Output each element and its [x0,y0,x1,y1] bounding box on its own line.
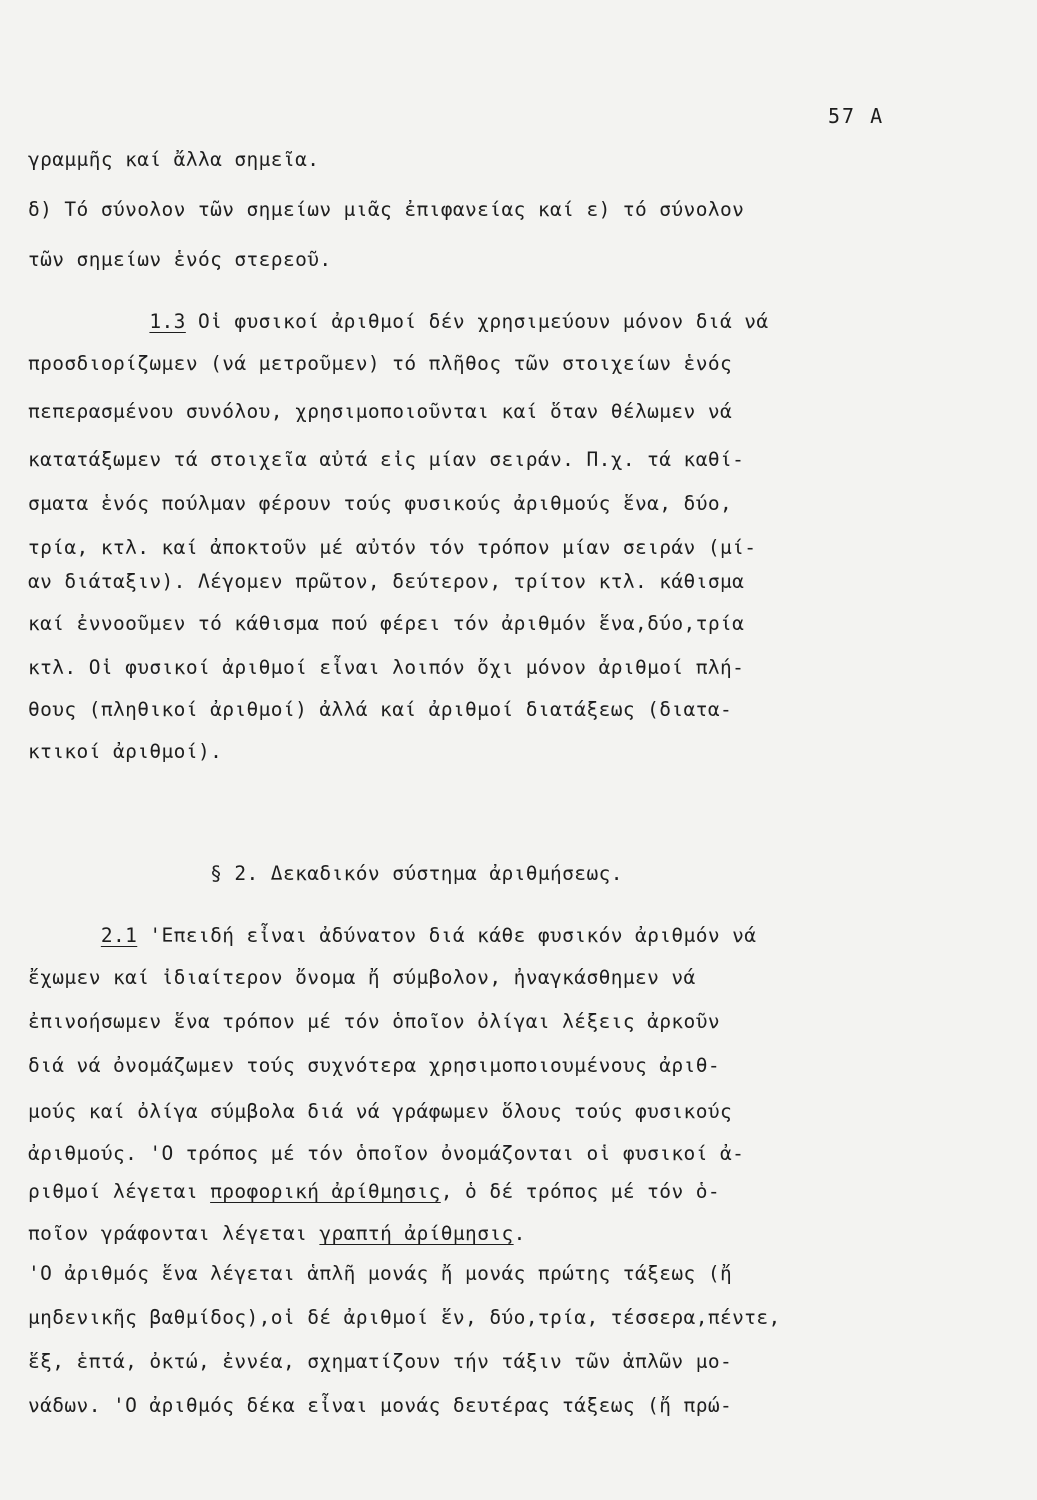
page-number: 57 A [828,104,885,128]
text-line: 'Ο ἀριθμός ἕνα λέγεται ἁπλῆ μονάς ἤ μονάς πρώτης τάξεως (ἤ [28,1262,733,1285]
text-line: δ) Τό σύνολον τῶν σημείων μιᾶς ἐπιφανείας καί ε) τό σύνολον [28,198,745,221]
section-1-3-line: 1.3 Οἱ φυσικοί ἀριθμοί δέν χρησιμεύουν μόνον διά νά [149,310,769,333]
section-number: 2.1 [100,924,138,947]
text-line: μούς καί ὀλίγα σύμβολα διά νά γράφωμεν ὅλους τούς φυσικούς [28,1100,733,1123]
text-line: σματα ἑνός πούλμαν φέρουν τούς φυσικούς ἀριθμούς ἕνα, δύο, [28,492,733,515]
text-line: γραμμῆς καί ἄλλα σημεῖα. [28,148,320,171]
text-line: καί ἐννοοῦμεν τό κάθισμα πού φέρει τόν ἀριθμόν ἕνα,δύο,τρία [28,612,745,635]
text-line: ἔχωμεν καί ἰδιαίτερον ὄνομα ἤ σύμβολον, ἠναγκάσθημεν νά [28,966,696,989]
text-line: ποῖον γράφονται λέγεται γραπτή ἀρίθμησις. [28,1222,526,1245]
text-line: προσδιορίζωμεν (νά μετροῦμεν) τό πλῆθος τῶν στοιχείων ἑνός [28,352,733,375]
text-line: κτλ. Οἱ φυσικοί ἀριθμοί εἶναι λοιπόν ὄχι μόνον ἀριθμοί πλή- [28,656,745,679]
text-line: τρία, κτλ. καί ἀποκτοῦν μέ αὐτόν τόν τρόπον μίαν σειράν (μί- [28,536,757,559]
text-line: νάδων. 'Ο ἀριθμός δέκα εἶναι μονάς δευτέρας τάξεως (ἤ πρώ- [28,1394,733,1417]
text-line: ἕξ, ἑπτά, ὀκτώ, ἐννέα, σχηματίζουν τήν τάξιν τῶν ἁπλῶν μο- [28,1350,733,1373]
underlined-term: προφορική ἀρίθμησις [210,1180,441,1203]
section-number: 1.3 [149,310,186,333]
text-line: μηδενικῆς βαθμίδος),οἱ δέ ἀριθμοί ἕν, δύο,τρία, τέσσερα,πέντε, [28,1306,781,1329]
text-line: διά νά ὀνομάζωμεν τούς συχνότερα χρησιμοποιουμένους ἀριθ- [28,1054,720,1077]
text-line: αν διάταξιν). Λέγομεν πρῶτον, δεύτερον, τρίτον κτλ. κάθισμα [28,570,745,593]
text-line: τῶν σημείων ἑνός στερεοῦ. [28,248,332,271]
text-line: ριθμοί λέγεται προφορική ἀρίθμησις, ὁ δέ τρόπος μέ τόν ὁ- [28,1180,721,1203]
section-heading: § 2. Δεκαδικόν σύστημα ἀριθμήσεως. [28,862,623,885]
section-2-1-line: 2.1 'Επειδή εἶναι ἀδύνατον διά κάθε φυσικόν ἀριθμόν νά [100,924,757,947]
text-line: θους (πληθικοί ἀριθμοί) ἀλλά καί ἀριθμοί διατάξεως (διατα- [28,698,733,721]
underlined-term: γραπτή ἀρίθμησις [319,1222,514,1245]
text-line: ἐπινοήσωμεν ἕνα τρόπον μέ τόν ὁποῖον ὀλίγαι λέξεις ἀρκοῦν [28,1010,720,1033]
text-line: κτικοί ἀριθμοί). [28,740,223,763]
text-line: ἀριθμούς. 'Ο τρόπος μέ τόν ὁποῖον ὀνομάζονται οἱ φυσικοί ἀ- [28,1142,745,1165]
text-line: πεπερασμένου συνόλου, χρησιμοποιοῦνται καί ὅταν θέλωμεν νά [28,400,733,423]
text-line: κατατάξωμεν τά στοιχεῖα αὐτά εἰς μίαν σειράν. Π.χ. τά καθί- [28,448,745,471]
